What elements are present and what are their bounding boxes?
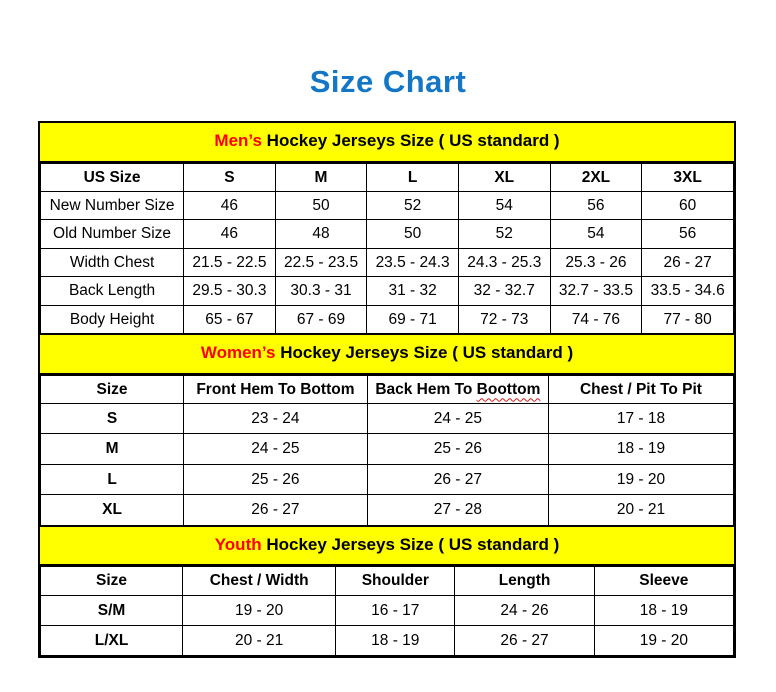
size-value-cell: 46 (184, 192, 276, 220)
size-value-cell: 16 - 17 (336, 595, 455, 625)
size-value-cell: 72 - 73 (458, 305, 550, 333)
size-value-cell: 18 - 19 (594, 595, 733, 625)
size-value-cell: 31 - 32 (367, 277, 459, 305)
row-label: XL (41, 495, 184, 525)
size-value-cell: 46 (184, 220, 276, 248)
banner-highlight: Men’s (214, 131, 262, 150)
size-value-cell: 26 - 27 (184, 495, 368, 525)
size-value-cell: 18 - 19 (336, 625, 455, 655)
table-row (41, 404, 734, 434)
table-row (41, 248, 734, 276)
size-value-cell: 27 - 28 (367, 495, 548, 525)
youth-size-table (40, 566, 734, 656)
banner-text: Hockey Jerseys Size ( US standard ) (261, 534, 560, 554)
size-value-cell: 56 (642, 220, 734, 248)
size-value-cell: 26 - 27 (367, 464, 548, 494)
column-header: 2XL (550, 163, 642, 191)
size-value-cell: 23 - 24 (184, 404, 368, 434)
size-value-cell: 17 - 18 (548, 404, 733, 434)
size-value-cell: 50 (275, 192, 367, 220)
size-value-cell: 33.5 - 34.6 (642, 277, 734, 305)
size-value-cell: 25.3 - 26 (550, 248, 642, 276)
column-header: Length (455, 567, 594, 595)
size-value-cell: 32 - 32.7 (458, 277, 550, 305)
size-value-cell: 56 (550, 192, 642, 220)
banner-highlight: Youth (214, 534, 262, 554)
size-value-cell: 77 - 80 (642, 305, 734, 333)
row-label: L (41, 464, 184, 494)
row-label: New Number Size (41, 192, 184, 220)
size-value-cell: 23.5 - 24.3 (367, 248, 459, 276)
column-header: Shoulder (336, 567, 455, 595)
column-header (367, 375, 548, 403)
table-row (41, 192, 734, 220)
table-row (41, 434, 734, 464)
size-value-cell: 20 - 21 (183, 625, 336, 655)
column-header: Chest / Width (183, 567, 336, 595)
column-header-text: Back Hem To (375, 380, 477, 398)
mens-header-row (41, 163, 734, 191)
size-value-cell: 50 (367, 220, 459, 248)
womens-size-table (40, 375, 734, 526)
size-value-cell: 22.5 - 23.5 (275, 248, 367, 276)
size-value-cell: 21.5 - 22.5 (184, 248, 276, 276)
youth-banner (40, 526, 734, 567)
size-value-cell: 24.3 - 25.3 (458, 248, 550, 276)
size-value-cell: 25 - 26 (367, 434, 548, 464)
size-value-cell: 20 - 21 (548, 495, 733, 525)
mens-size-table (40, 163, 734, 334)
table-row (41, 277, 734, 305)
size-value-cell: 52 (458, 220, 550, 248)
size-value-cell: 24 - 25 (184, 434, 368, 464)
row-label: Old Number Size (41, 220, 184, 248)
banner-text: Hockey Jerseys Size ( US standard ) (261, 131, 560, 150)
size-chart (38, 121, 736, 658)
youth-header-row (41, 567, 734, 595)
size-value-cell: 18 - 19 (548, 434, 733, 464)
column-header: 3XL (642, 163, 734, 191)
row-label: M (41, 434, 184, 464)
size-value-cell: 19 - 20 (183, 595, 336, 625)
column-header: Sleeve (594, 567, 733, 595)
column-header: Chest / Pit To Pit (548, 375, 733, 403)
size-value-cell: 52 (367, 192, 459, 220)
column-header: XL (458, 163, 550, 191)
size-value-cell: 54 (550, 220, 642, 248)
size-value-cell: 69 - 71 (367, 305, 459, 333)
size-value-cell: 24 - 26 (455, 595, 594, 625)
womens-banner (40, 334, 734, 375)
size-value-cell: 60 (642, 192, 734, 220)
size-value-cell: 48 (275, 220, 367, 248)
size-value-cell: 26 - 27 (642, 248, 734, 276)
table-row (41, 464, 734, 494)
column-header: Size (41, 375, 184, 403)
size-value-cell: 19 - 20 (594, 625, 733, 655)
size-value-cell: 30.3 - 31 (275, 277, 367, 305)
column-header: Size (41, 567, 183, 595)
column-header: Front Hem To Bottom (184, 375, 368, 403)
row-label: Back Length (41, 277, 184, 305)
size-value-cell: 32.7 - 33.5 (550, 277, 642, 305)
size-value-cell: 65 - 67 (184, 305, 276, 333)
column-header: US Size (41, 163, 184, 191)
row-label: Width Chest (41, 248, 184, 276)
banner-text: Hockey Jerseys Size ( US standard ) (275, 342, 574, 362)
row-label: S/M (41, 595, 183, 625)
table-row (41, 495, 734, 525)
size-value-cell: 24 - 25 (367, 404, 548, 434)
size-value-cell: 26 - 27 (455, 625, 594, 655)
size-value-cell: 25 - 26 (184, 464, 368, 494)
column-header: L (367, 163, 459, 191)
size-value-cell: 29.5 - 30.3 (184, 277, 276, 305)
size-value-cell: 19 - 20 (548, 464, 733, 494)
table-row (41, 220, 734, 248)
column-header: S (184, 163, 276, 191)
table-row (41, 595, 734, 625)
banner-highlight: Women’s (200, 342, 276, 362)
mens-banner (40, 123, 734, 163)
misspelled-word: Boottom (476, 380, 541, 398)
size-value-cell: 54 (458, 192, 550, 220)
row-label: Body Height (41, 305, 184, 333)
column-header: M (275, 163, 367, 191)
table-row (41, 305, 734, 333)
page-title: Size Chart (309, 64, 467, 99)
table-row (41, 625, 734, 655)
womens-header-row (41, 375, 734, 403)
size-value-cell: 74 - 76 (550, 305, 642, 333)
row-label: S (41, 404, 184, 434)
size-value-cell: 67 - 69 (275, 305, 367, 333)
row-label: L/XL (41, 625, 183, 655)
